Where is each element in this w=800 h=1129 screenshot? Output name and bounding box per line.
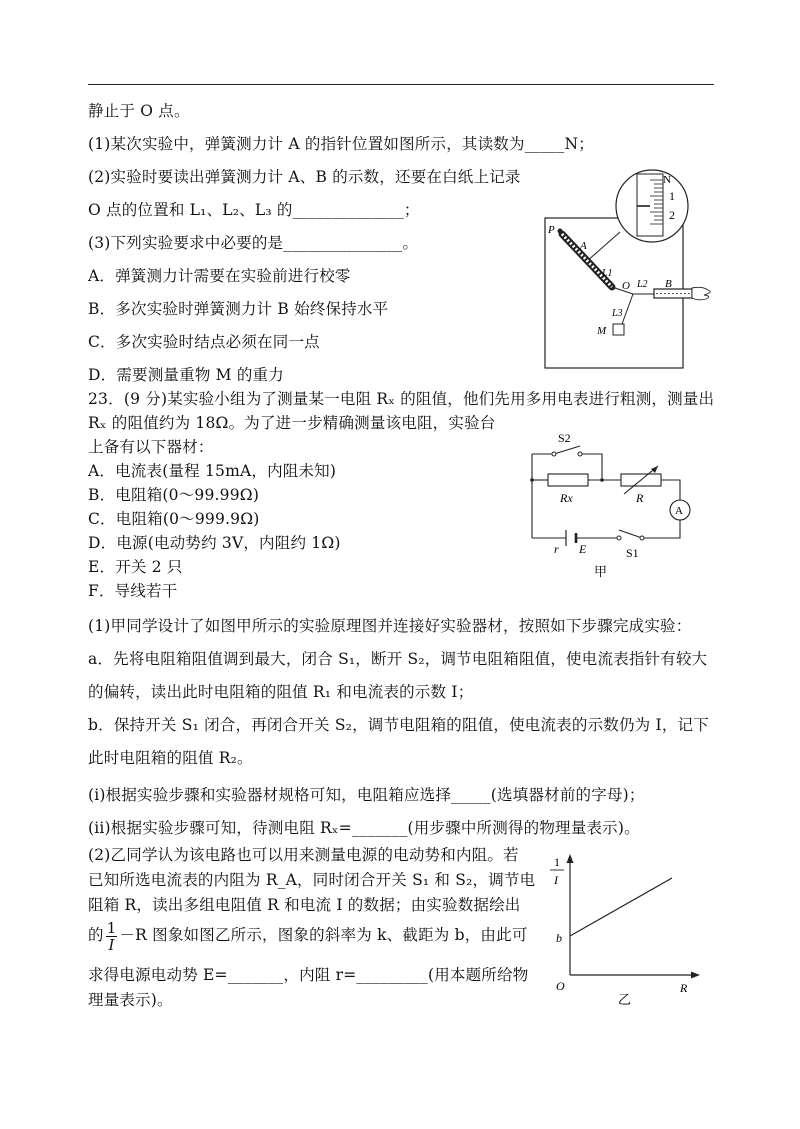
text-line: 理量表示)。 [88,991,173,1009]
weight-m [613,324,624,335]
label-e: E [579,542,587,556]
option-c: C．多次实验时结点必须在同一点 [88,333,320,351]
unit-label: N [663,174,671,186]
fraction-numerator: 1 [106,918,117,937]
fraction [106,920,118,953]
switch-s2-blade [554,446,580,454]
ammeter-label: A [675,505,683,517]
step-a-text: a．先将电阻箱阻值调到最大，闭合 S₁，断开 S₂，调节电阻箱阻值，使电流表指针有较大 [88,650,708,668]
text-fragment: 的 [88,926,104,944]
text-line: 的偏转，读出此时电阻箱的阻值 R₁ 和电流表的示数 I； [88,683,474,701]
option-d: D．需要测量重物 M 的重力 [88,366,284,384]
question-23-text: 23．(9 分)某实验小组为了测量某一电阻 Rₓ 的阻值，他们先用多用电表进行粗测，测量出 [88,390,715,408]
text-line: 上备有以下器材： [88,438,214,456]
string-l3 [622,294,633,324]
sub-question-ii: (ii)根据实验步骤可知，待测电阻 Rₓ=_______(用步骤中所测得的物理量表示)。 [88,819,640,837]
equipment-c: C．电阻箱(0～999.9Ω) [88,510,260,528]
text-line: 求得电源电动势 E=_______，内阻 r=_________(用本题所给物 [88,966,529,984]
part-1-text: (1)甲同学设计了如图甲所示的实验原理图并连接好实验器材，按照如下步骤完成实验： [88,617,692,635]
fraction-denominator: I [108,935,115,954]
text-line: 静止于 O 点。 [88,102,190,120]
linear-graph [544,850,704,1010]
label-r: R [636,491,644,505]
equipment-d: D．电源(电动势约 3V，内阻约 1Ω) [88,534,341,552]
label-l1: L1 [602,268,613,279]
header-rule [88,84,714,85]
label-l3: L3 [612,308,623,319]
figure-caption: 乙 [618,992,632,1007]
equipment-e: E．开关 2 只 [88,558,183,576]
intercept-label: b [556,931,562,945]
label-rx: Rx [560,491,573,505]
text-fragment: －R 图象如图乙所示，图象的斜率为 k、截距为 b，由此可 [119,926,528,944]
equipment-b: B．电阻箱(0～99.99Ω) [88,486,260,504]
tick-label: 1 [669,189,675,203]
step-b-text: b．保持开关 S₁ 闭合，再闭合开关 S₂，调节电阻箱的阻值，使电流表的示数仍为 I，记下 [88,716,709,734]
question-1-text: (1)某次实验中，弹簧测力计 A 的指针位置如图所示，其读数为_____N； [88,135,594,153]
hand-icon [692,287,710,299]
spring-scale-figure [540,170,720,375]
equipment-f: F．导线若干 [88,582,178,600]
wire [642,520,680,538]
wire [580,454,602,466]
text-line: 此时电阻箱的阻值 R₂。 [88,749,253,767]
data-line [570,878,672,936]
label-a: A [580,240,587,252]
text-line: Rₓ 的阻值约为 18Ω。为了进一步精确测量该电阻，实验台 [88,414,496,432]
zoom-pointer-line [586,232,620,262]
sub-question-i: (i)根据实验步骤和实验器材规格可知，电阻箱应选择_____(选填器材前的字母)； [88,786,645,804]
label-b: B [665,278,672,290]
label-o: O [622,280,630,292]
pin-p [558,229,563,234]
text-line: 阻箱 R，读出多组电阻值 R 和电流 I 的数据；由实验数据绘出 [88,896,521,914]
switch-s1-blade [619,530,642,538]
question-2-text: (2)实验时要读出弹簧测力计 A、B 的示数，还要在白纸上记录 [88,168,521,186]
option-a: A．弹簧测力计需要在实验前进行校零 [88,267,351,285]
label-s2: S2 [558,431,571,445]
resistor-rx [548,474,588,486]
label-s1: S1 [626,546,639,560]
equipment-a: A．电流表(量程 15mA，内阻未知) [88,462,337,480]
option-b: B．多次实验时弹簧测力计 B 始终保持水平 [88,300,389,318]
y-label-numerator: 1 [554,855,560,869]
label-m: M [597,325,607,337]
text-line: O 点的位置和 L₁、L₂、L₃ 的______________； [88,201,420,219]
label-p: P [548,224,555,236]
y-label-denominator: I [554,873,558,887]
question-3-text: (3)下列实验要求中必要的是_______________。 [88,234,419,252]
origin-label: O [556,979,565,993]
text-line-with-fraction [88,918,528,953]
wire [661,480,680,500]
figure-caption: 甲 [594,564,608,579]
part-2-text: (2)乙同学认为该电路也可以用来测量电源的电动势和内阻。若 [88,846,519,864]
x-label: R [680,981,688,995]
label-l2: L2 [637,279,648,290]
circuit-diagram [524,426,704,584]
tick-label: 2 [669,208,675,222]
label-internal-r: r [554,542,559,556]
text-line: 已知所选电流表的内阻为 R_A，同时闭合开关 S₁ 和 S₂，调节电 [88,871,536,889]
scale-body [637,174,663,236]
